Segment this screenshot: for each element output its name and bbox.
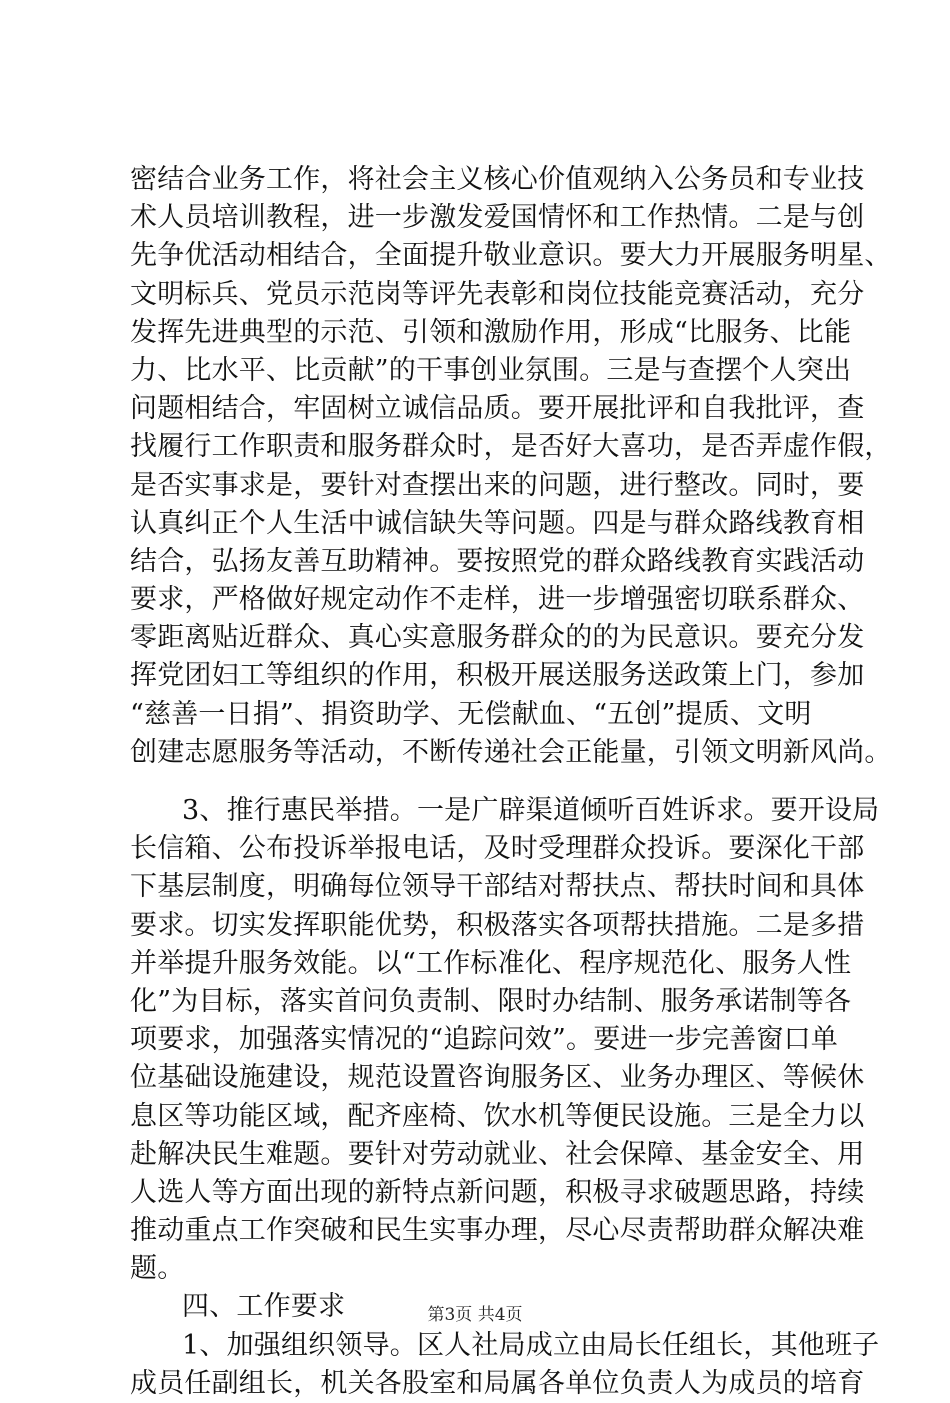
text-line: 术人员培训教程，进一步激发爱国情怀和工作热情。二是与创 xyxy=(130,202,865,234)
text-line: 结合，弘扬友善互助精神。要按照党的群众路线教育实践活动 xyxy=(130,545,865,577)
text-line: 要求。切实发挥职能优势，积极落实各项帮扶措施。二是多措 xyxy=(130,909,865,941)
text-line: 是否实事求是，要针对查摆出来的问题，进行整改。同时，要 xyxy=(130,469,865,501)
text-line: 找履行工作职责和服务群众时，是否好大喜功，是否弄虚作假， xyxy=(130,431,892,463)
text-line: 密结合业务工作，将社会主义核心价值观纳入公务员和专业技 xyxy=(130,164,865,195)
text-line: 要求，严格做好规定动作不走样，进一步增强密切联系群众、 xyxy=(130,584,865,616)
text-line: 人选人等方面出现的新特点新问题，积极寻求破题思路，持续 xyxy=(130,1176,865,1208)
text-line: 3、推行惠民举措。一是广辟渠道倾听百姓诉求。要开设局 xyxy=(182,795,880,826)
text-line: 化”为目标，落实首问负责制、限时办结制、服务承诺制等各 xyxy=(130,985,852,1017)
text-line: 推动重点工作突破和民生实事办理，尽心尽责帮助群众解决难 xyxy=(130,1215,865,1247)
text-line: 项要求，加强落实情况的“追踪问效”。要进一步完善窗口单 xyxy=(130,1024,839,1056)
text-line: 并举提升服务效能。以“工作标准化、程序规范化、服务人性 xyxy=(130,947,852,979)
document-body xyxy=(130,161,892,1403)
text-line: 挥党团妇工等组织的作用，积极开展送服务送政策上门，参加 xyxy=(130,660,865,692)
text-line: 下基层制度，明确每位领导干部结对帮扶点、帮扶时间和具体 xyxy=(130,871,865,903)
text-line: 零距离贴近群众、真心实意服务群众的的为民意识。要充分发 xyxy=(130,622,865,654)
text-line: 文明标兵、党员示范岗等评先表彰和岗位技能竞赛活动，充分 xyxy=(130,278,865,310)
paragraph-spacer xyxy=(130,772,850,792)
text-line: 先争优活动相结合，全面提升敬业意识。要大力开展服务明星、 xyxy=(130,240,892,272)
text-line: 问题相结合，牢固树立诚信品质。要开展批评和自我批评，查 xyxy=(130,393,865,425)
text-line: 成员任副组长，机关各股室和局属各单位负责人为成员的培育 xyxy=(130,1367,865,1399)
text-line: 题。 xyxy=(130,1253,185,1285)
paragraph-organization xyxy=(130,1327,880,1403)
paragraph-benefit-measures xyxy=(130,792,880,1288)
paragraph-core-values xyxy=(130,161,892,772)
text-line: 1、加强组织领导。区人社局成立由局长任组长，其他班子 xyxy=(182,1329,880,1361)
text-line: 息区等功能区域，配齐座椅、饮水机等便民设施。三是全力以 xyxy=(130,1100,865,1132)
text-line: 力、比水平、比贡献”的干事创业氛围。三是与查摆个人突出 xyxy=(130,354,852,386)
text-line: “慈善一日捐”、捐资助学、无偿献血、“五创”提质、文明 xyxy=(130,698,812,730)
text-line: 创建志愿服务等活动，不断传递社会正能量，引领文明新风尚。 xyxy=(130,736,892,768)
section-heading: 四、工作要求 xyxy=(182,1291,346,1323)
text-line: 位基础设施建设，规范设置咨询服务区、业务办理区、等候休 xyxy=(130,1062,865,1094)
text-line: 认真纠正个人生活中诚信缺失等问题。四是与群众路线教育相 xyxy=(130,507,865,539)
text-line: 发挥先进典型的示范、引领和激励作用，形成“比服务、比能 xyxy=(130,316,852,348)
page-footer: 第3页 共4页 xyxy=(427,1305,523,1325)
text-line: 赴解决民生难题。要针对劳动就业、社会保障、基金安全、用 xyxy=(130,1138,865,1170)
text-line: 长信箱、公布投诉举报电话，及时受理群众投诉。要深化干部 xyxy=(130,833,865,865)
